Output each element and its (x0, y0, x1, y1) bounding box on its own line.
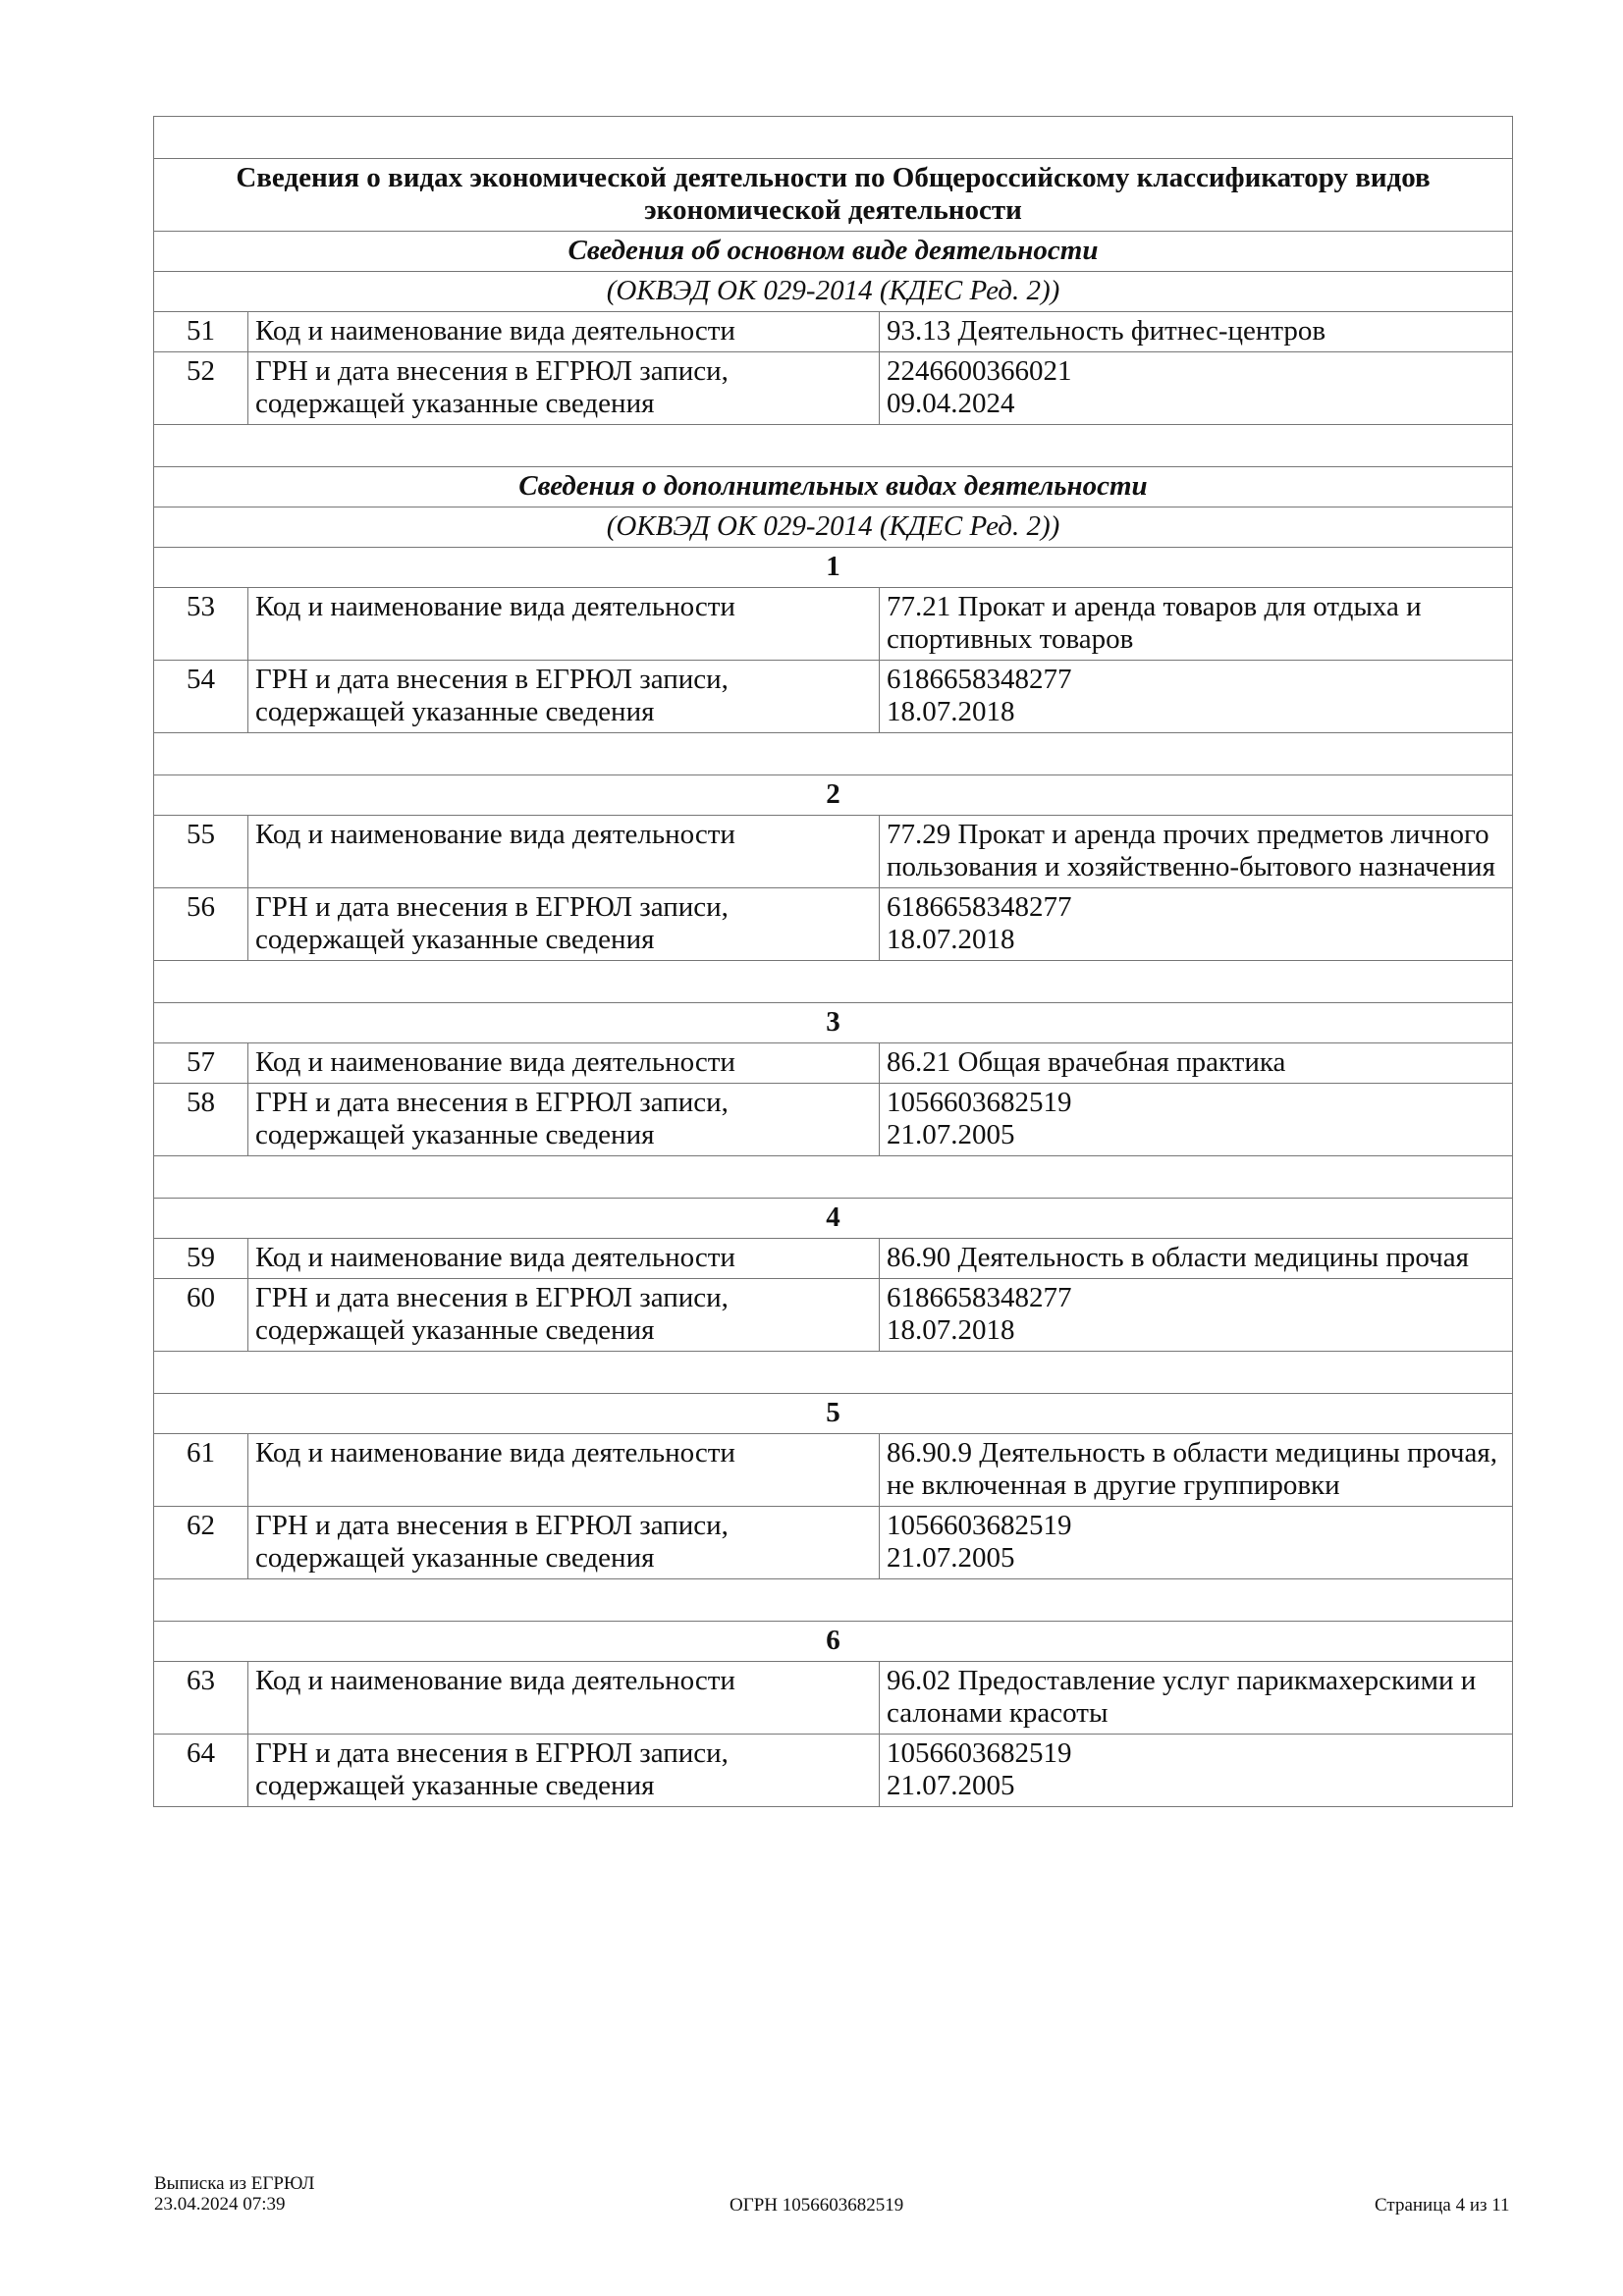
record-date: 18.07.2018 (887, 924, 1015, 955)
row-value: 77.29 Прокат и аренда прочих предметов личного пользования и хозяйственно-бытового назначения (880, 816, 1513, 888)
group-index: 4 (154, 1199, 1513, 1239)
row-number: 53 (154, 588, 248, 661)
row-number: 61 (154, 1434, 248, 1507)
row-number: 63 (154, 1662, 248, 1735)
row-number: 64 (154, 1735, 248, 1807)
row-number: 52 (154, 352, 248, 425)
record-date: 21.07.2005 (887, 1542, 1015, 1574)
row-value: 93.13 Деятельность фитнес-центров (880, 312, 1513, 352)
row-value: 86.90.9 Деятельность в области медицины прочая, не включенная в другие группировки (880, 1434, 1513, 1507)
row-label: ГРН и дата внесения в ЕГРЮЛ записи, содержащей указанные сведения (248, 888, 880, 961)
row-label: Код и наименование вида деятельности (248, 1434, 880, 1507)
table-row (154, 1434, 1513, 1507)
row-value (880, 661, 1513, 733)
table-row (154, 312, 1513, 352)
section-title: Сведения о видах экономической деятельности по Общероссийскому классификатору видов экономической деятельности (154, 159, 1513, 232)
spacer-row (154, 117, 1513, 159)
row-label: ГРН и дата внесения в ЕГРЮЛ записи, содержащей указанные сведения (248, 1279, 880, 1352)
egrul-okved-table (153, 116, 1513, 1807)
row-label: Код и наименование вида деятельности (248, 1043, 880, 1084)
table-row (154, 352, 1513, 425)
group-index-row (154, 1199, 1513, 1239)
row-label: Код и наименование вида деятельности (248, 1662, 880, 1735)
group-index-row (154, 1622, 1513, 1662)
group-index-row (154, 1394, 1513, 1434)
row-value (880, 1279, 1513, 1352)
additional-edition-row (154, 507, 1513, 548)
main-edition-row (154, 272, 1513, 312)
spacer-row (154, 1352, 1513, 1394)
row-value (880, 888, 1513, 961)
table-row (154, 888, 1513, 961)
row-number: 56 (154, 888, 248, 961)
grn-value: 6186658348277 (887, 1282, 1072, 1313)
spacer-row (154, 1156, 1513, 1199)
footer-ogrn: ОГРН 1056603682519 (730, 2195, 904, 2216)
footer-datetime: 23.04.2024 07:39 (154, 2194, 286, 2215)
row-value (880, 1084, 1513, 1156)
table-row (154, 1507, 1513, 1579)
grn-value: 2246600366021 (887, 355, 1072, 387)
group-index-row (154, 548, 1513, 588)
empty-cell (154, 733, 1513, 775)
row-value (880, 1735, 1513, 1807)
row-value: 86.21 Общая врачебная практика (880, 1043, 1513, 1084)
section-title-row (154, 159, 1513, 232)
footer-doc-name: Выписка из ЕГРЮЛ (154, 2173, 315, 2194)
additional-activity-groups (154, 548, 1513, 1807)
spacer-row (154, 733, 1513, 775)
empty-cell (154, 1156, 1513, 1199)
record-date: 18.07.2018 (887, 1314, 1015, 1346)
record-date: 09.04.2024 (887, 388, 1015, 419)
spacer-row (154, 961, 1513, 1003)
row-value: 86.90 Деятельность в области медицины прочая (880, 1239, 1513, 1279)
footer-left (154, 2173, 314, 2215)
row-value: 77.21 Прокат и аренда товаров для отдыха и спортивных товаров (880, 588, 1513, 661)
table-row (154, 661, 1513, 733)
main-heading-row (154, 232, 1513, 272)
grn-value: 6186658348277 (887, 664, 1072, 695)
row-number: 54 (154, 661, 248, 733)
group-index: 1 (154, 548, 1513, 588)
page-total: 11 (1491, 2195, 1510, 2216)
row-number: 62 (154, 1507, 248, 1579)
row-value (880, 352, 1513, 425)
row-number: 60 (154, 1279, 248, 1352)
row-label: ГРН и дата внесения в ЕГРЮЛ записи, содержащей указанные сведения (248, 1735, 880, 1807)
group-index: 5 (154, 1394, 1513, 1434)
group-index: 6 (154, 1622, 1513, 1662)
row-number: 59 (154, 1239, 248, 1279)
footer-page-number (1375, 2195, 1510, 2216)
empty-cell (154, 117, 1513, 159)
spacer-row (154, 425, 1513, 467)
record-date: 21.07.2005 (887, 1119, 1015, 1150)
main-activity-heading: Сведения об основном виде деятельности (154, 232, 1513, 272)
page-current: 4 (1455, 2195, 1466, 2216)
page-separator: из (1469, 2195, 1488, 2216)
row-label: Код и наименование вида деятельности (248, 312, 880, 352)
row-label: ГРН и дата внесения в ЕГРЮЛ записи, содержащей указанные сведения (248, 1084, 880, 1156)
additional-heading-row (154, 467, 1513, 507)
row-label: ГРН и дата внесения в ЕГРЮЛ записи, содержащей указанные сведения (248, 1507, 880, 1579)
group-index-row (154, 1003, 1513, 1043)
row-label: Код и наименование вида деятельности (248, 1239, 880, 1279)
row-number: 51 (154, 312, 248, 352)
row-label: ГРН и дата внесения в ЕГРЮЛ записи, содержащей указанные сведения (248, 661, 880, 733)
additional-okved-edition: (ОКВЭД ОК 029-2014 (КДЕС Ред. 2)) (154, 507, 1513, 548)
table-row (154, 1043, 1513, 1084)
row-number: 58 (154, 1084, 248, 1156)
table-row (154, 1735, 1513, 1807)
grn-value: 6186658348277 (887, 891, 1072, 923)
group-index: 3 (154, 1003, 1513, 1043)
empty-cell (154, 425, 1513, 467)
group-index-row (154, 775, 1513, 816)
row-label: Код и наименование вида деятельности (248, 588, 880, 661)
grn-value: 1056603682519 (887, 1737, 1072, 1769)
grn-value: 1056603682519 (887, 1510, 1072, 1541)
table-row (154, 816, 1513, 888)
table-row (154, 588, 1513, 661)
table-row (154, 1084, 1513, 1156)
record-date: 18.07.2018 (887, 696, 1015, 727)
empty-cell (154, 961, 1513, 1003)
table-row (154, 1279, 1513, 1352)
row-value: 96.02 Предоставление услуг парикмахерскими и салонами красоты (880, 1662, 1513, 1735)
empty-cell (154, 1352, 1513, 1394)
main-okved-edition: (ОКВЭД ОК 029-2014 (КДЕС Ред. 2)) (154, 272, 1513, 312)
grn-value: 1056603682519 (887, 1087, 1072, 1118)
empty-cell (154, 1579, 1513, 1622)
row-label: Код и наименование вида деятельности (248, 816, 880, 888)
row-label: ГРН и дата внесения в ЕГРЮЛ записи, содержащей указанные сведения (248, 352, 880, 425)
table-row (154, 1239, 1513, 1279)
row-number: 57 (154, 1043, 248, 1084)
group-index: 2 (154, 775, 1513, 816)
record-date: 21.07.2005 (887, 1770, 1015, 1801)
page-label: Страница (1375, 2195, 1451, 2216)
row-value (880, 1507, 1513, 1579)
additional-activities-heading: Сведения о дополнительных видах деятельности (154, 467, 1513, 507)
row-number: 55 (154, 816, 248, 888)
spacer-row (154, 1579, 1513, 1622)
table-row (154, 1662, 1513, 1735)
